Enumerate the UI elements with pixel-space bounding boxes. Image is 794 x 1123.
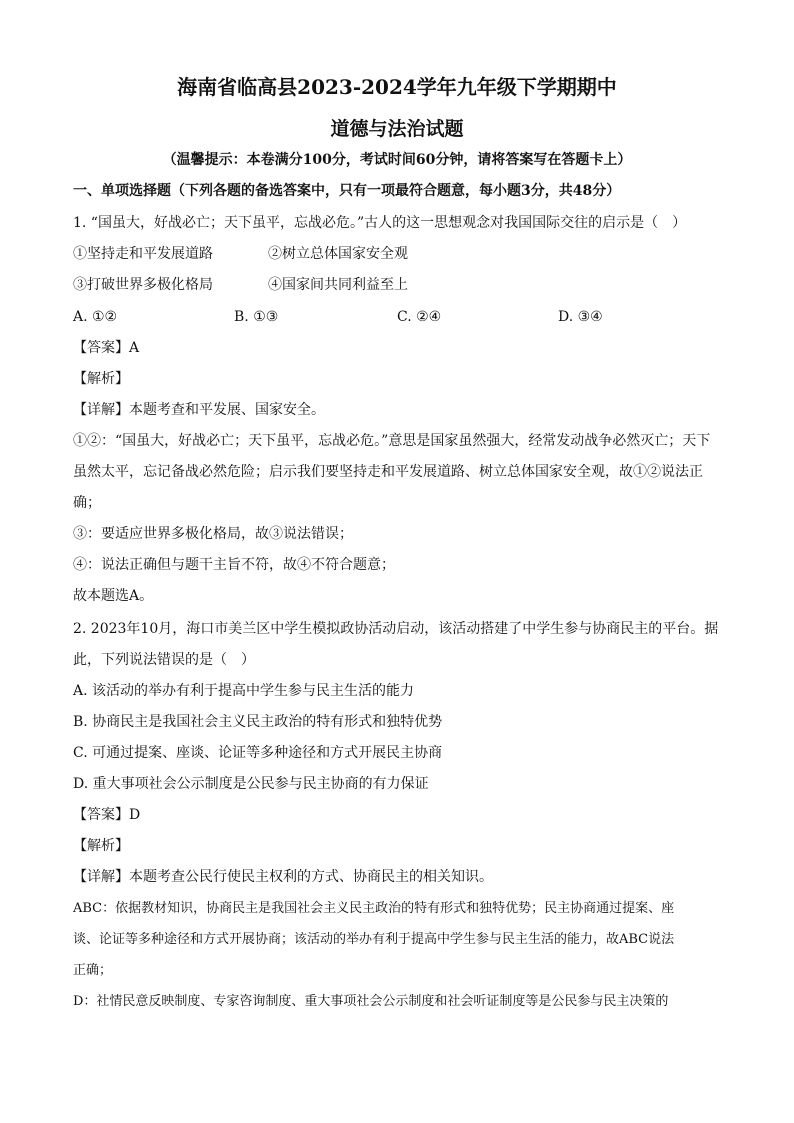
q1-detail: 【详解】本题考查和平发展、国家安全。	[73, 402, 325, 418]
q1-explain-line: ①②：“国虽大，好战必亡；天下虽平，忘战必危。”意思是国家虽然强大，经常发动战争必然灭亡；天下	[73, 433, 711, 449]
q2-explain-line: ABC：依据教材知识，协商民主是我国社会主义民主政治的特有形式和独特优势；民主协商通过提案、座	[73, 901, 675, 916]
q1-answer: 【答案】A	[73, 340, 140, 356]
q1-explain-line: 故本题选A。	[73, 588, 154, 604]
q2-detail: 【详解】本题考查公民行使民主权利的方式、协商民主的相关知识。	[73, 869, 493, 885]
q2-option-d: D. 重大事项社会公示制度是公民参与民主协商的有力保证	[73, 776, 429, 792]
q1-option-a: A. ①②	[73, 309, 118, 325]
q2-option-c: C. 可通过提案、座谈、论证等多种途径和方式开展民主协商	[73, 745, 443, 761]
q2-stem-line: 2. 2023年10月，海口市美兰区中学生模拟政协活动启动，该活动搭建了中学生参与协商民主的平台。据	[73, 621, 719, 637]
q1-option-d: D. ③④	[558, 309, 603, 325]
q2-explain-line: D：社情民意反映制度、专家咨询制度、重大事项社会公示制度和社会听证制度等是公民参与民主决策的	[73, 994, 669, 1009]
q1-analysis-label: 【解析】	[73, 371, 129, 387]
subject-title: 道德与法治试题	[330, 118, 464, 140]
q1-item: ②树立总体国家安全观	[268, 246, 408, 262]
q1-explain-line: 虽然太平，忘记备战必然危险；启示我们要坚持走和平发展道路、树立总体国家安全观，故①②说法正	[73, 464, 703, 480]
q1-item: ④国家间共同利益至上	[268, 277, 408, 293]
q2-explain-line: 谈、论证等多种途径和方式开展协商；该活动的举办有利于提高中学生参与民主生活的能力，故ABC说法	[73, 932, 675, 947]
q1-option-b: B. ①③	[234, 309, 279, 325]
q2-stem-line: 此，下列说法错误的是（ ）	[73, 652, 255, 668]
q1-explain-line: ④：说法正确但与题干主旨不符，故④不符合题意；	[73, 557, 395, 573]
q2-answer: 【答案】D	[73, 807, 141, 823]
q1-item: ③打破世界多极化格局	[73, 277, 213, 293]
q2-option-a: A. 该活动的举办有利于提高中学生参与民主生活的能力	[73, 683, 415, 699]
section-heading: 一、单项选择题（下列各题的备选答案中，只有一项最符合题意，每小题3分，共48分）	[73, 183, 621, 199]
q2-explain-line: 正确；	[73, 963, 113, 978]
q1-explain-line: 确；	[73, 495, 101, 511]
q2-option-b: B. 协商民主是我国社会主义民主政治的特有形式和独特优势	[73, 714, 443, 730]
exam-notice: （温馨提示：本卷满分100分，考试时间60分钟，请将答案写在答题卡上）	[162, 152, 632, 168]
q1-option-c: C. ②④	[397, 309, 442, 325]
q1-explain-line: ③：要适应世界多极化格局，故③说法错误；	[73, 526, 353, 542]
q1-item: ①坚持走和平发展道路	[73, 246, 213, 262]
q2-analysis-label: 【解析】	[73, 838, 129, 854]
exam-title: 海南省临高县2023-2024学年九年级下学期期中	[177, 75, 617, 99]
q1-stem: 1. “国虽大，好战必亡；天下虽平，忘战必危。”古人的这一思想观念对我国国际交往的启示是（ ）	[73, 215, 687, 231]
